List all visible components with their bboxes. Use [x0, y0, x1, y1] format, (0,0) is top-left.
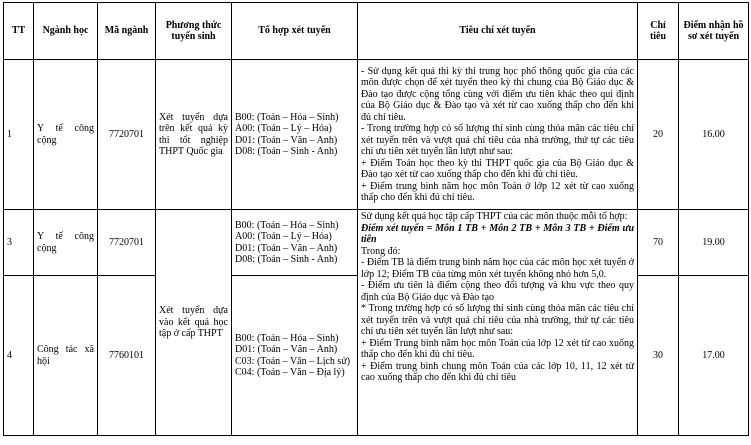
combo-item: C04: (Toán – Văn – Địa lý)	[235, 367, 345, 378]
cell-combos	[232, 60, 358, 210]
criteria-line: + Điểm trung bình năm học môn Toán ở lớp 12 xét từ cao xuống thấp cho đến khi đủ chỉ tiêu.	[361, 180, 634, 203]
combo-item: B00: (Toán – Hóa – Sinh)	[235, 111, 339, 123]
criteria-line: + Điểm trung bình chung môn Toán của các lớp 10, 11, 12 xét từ cao xuống thấp cho đến khi đủ chỉ tiêu	[361, 360, 634, 383]
criteria-intro: Sử dụng kết quả học tập cấp THPT của các môn thuộc mỗi tổ hợp:	[361, 211, 628, 222]
criteria-line: - Sử dụng kết quả thi kỳ thi trung học phổ thông quốc gia của các môn được chọn để xét tuyển theo kỳ thi chung của Bộ Giáo dục & Đào tạo được cộng tổng cùng với điểm ưu tiên khác theo qui định của Bộ Giáo dục & Đào tạo và xét từ cao xuống thấp cho đến khi đủ chỉ tiêu.	[361, 65, 634, 123]
cell-code: 7720701	[98, 60, 156, 210]
cell-combos	[232, 210, 358, 276]
header-row	[4, 3, 749, 60]
cell-quota: 20	[638, 60, 679, 210]
cell-score: 19.00	[679, 210, 749, 276]
cell-combos	[232, 276, 358, 436]
combo-item: D01: (Toán – Văn – Anh)	[235, 344, 338, 355]
combo-item: D08: (Toán – Sinh - Anh)	[235, 146, 338, 157]
criteria-line: + Điểm Trung bình năm học môn Toán của lớp 12 xét từ cao xuống thấp cho đến khi đủ chỉ tiêu.	[361, 337, 634, 360]
criteria-line: + Điểm Toán học theo kỳ thi THPT quốc gia của Bộ Giáo dục & Đào tạo xét từ cao xuống thấp cho đến khi đủ chỉ tiêu.	[361, 157, 634, 180]
table-row	[4, 60, 749, 210]
header-code: Mã ngành	[98, 3, 156, 60]
criteria-line: - Trong trường hợp có số lượng thí sinh cùng thỏa mãn các tiêu chí xét tuyển trên và vượt quá chỉ tiêu của nhà trường, thứ tự các tiêu chí ưu tiên xét tuyển lần lượt như sau:	[361, 123, 634, 157]
cell-major: Y tế công cộng	[34, 60, 98, 210]
cell-quota: 30	[638, 276, 679, 436]
combo-item: A00: (Toán – Lý – Hóa)	[235, 231, 332, 242]
header-score: Điểm nhận hồ sơ xét tuyển	[679, 3, 749, 60]
cell-criteria	[358, 60, 638, 210]
cell-code: 7720701	[98, 210, 156, 276]
combo-item: D01: (Toán – Văn – Anh)	[235, 134, 338, 146]
table-row	[4, 210, 749, 276]
cell-criteria	[358, 210, 638, 436]
combo-item: C03: (Toán – Văn – Lịch sử)	[235, 355, 351, 367]
cell-method: Xét tuyển dựa trên kết quả kỳ thi tốt nghiệp THPT Quốc gia	[156, 60, 232, 210]
criteria-line: - Điểm TB là điểm trung bình năm học của các môn học xét tuyển ở lớp 12; Điểm TB của từng môn xét tuyển không nhỏ hơn 5,0.	[361, 257, 634, 280]
header-quota: Chỉ tiêu	[638, 3, 679, 60]
cell-major: Y tế công cộng	[34, 210, 98, 276]
header-major: Ngành học	[34, 3, 98, 60]
cell-major: Công tác xã hội	[34, 276, 98, 436]
header-tt: TT	[4, 3, 34, 60]
criteria-line: - Điểm ưu tiên là điểm cộng theo đối tượng và khu vực theo quy định của Bộ Giáo dục và Đào tạo	[361, 280, 634, 303]
criteria-line: * Trong trường hợp có số lượng thí sinh cùng thỏa mãn các tiêu chí xét tuyển trên và vượt quá chỉ tiêu của nhà trường, thứ tự các tiêu chí ưu tiên xét tuyển lần lượt như sau:	[361, 303, 634, 337]
cell-method: Xét tuyển dựa vào kết quả học tập ở cấp THPT	[156, 210, 232, 436]
criteria-where: Trong đó:	[361, 245, 401, 257]
combo-item: B00: (Toán – Hóa – Sinh)	[235, 219, 339, 231]
header-criteria: Tiêu chí xét tuyển	[358, 3, 638, 60]
cell-tt: 3	[4, 210, 34, 276]
cell-code: 7760101	[98, 276, 156, 436]
header-method: Phương thức tuyển sinh	[156, 3, 232, 60]
criteria-formula: Điểm xét tuyển = Môn 1 TB + Môn 2 TB + Môn 3 TB + Điểm ưu tiên	[361, 222, 634, 245]
combo-item: B00: (Toán – Hóa – Sinh)	[235, 332, 339, 344]
combo-item: D01: (Toán – Văn – Anh)	[235, 242, 338, 254]
cell-tt: 1	[4, 60, 34, 210]
header-combo: Tổ hợp xét tuyển	[232, 3, 358, 60]
cell-score: 17.00	[679, 276, 749, 436]
admission-table	[3, 2, 749, 436]
cell-score: 16.00	[679, 60, 749, 210]
cell-tt: 4	[4, 276, 34, 436]
combo-item: D08: (Toán – Sinh - Anh)	[235, 254, 338, 265]
combo-item: A00: (Toán – Lý – Hóa)	[235, 123, 332, 134]
cell-quota: 70	[638, 210, 679, 276]
